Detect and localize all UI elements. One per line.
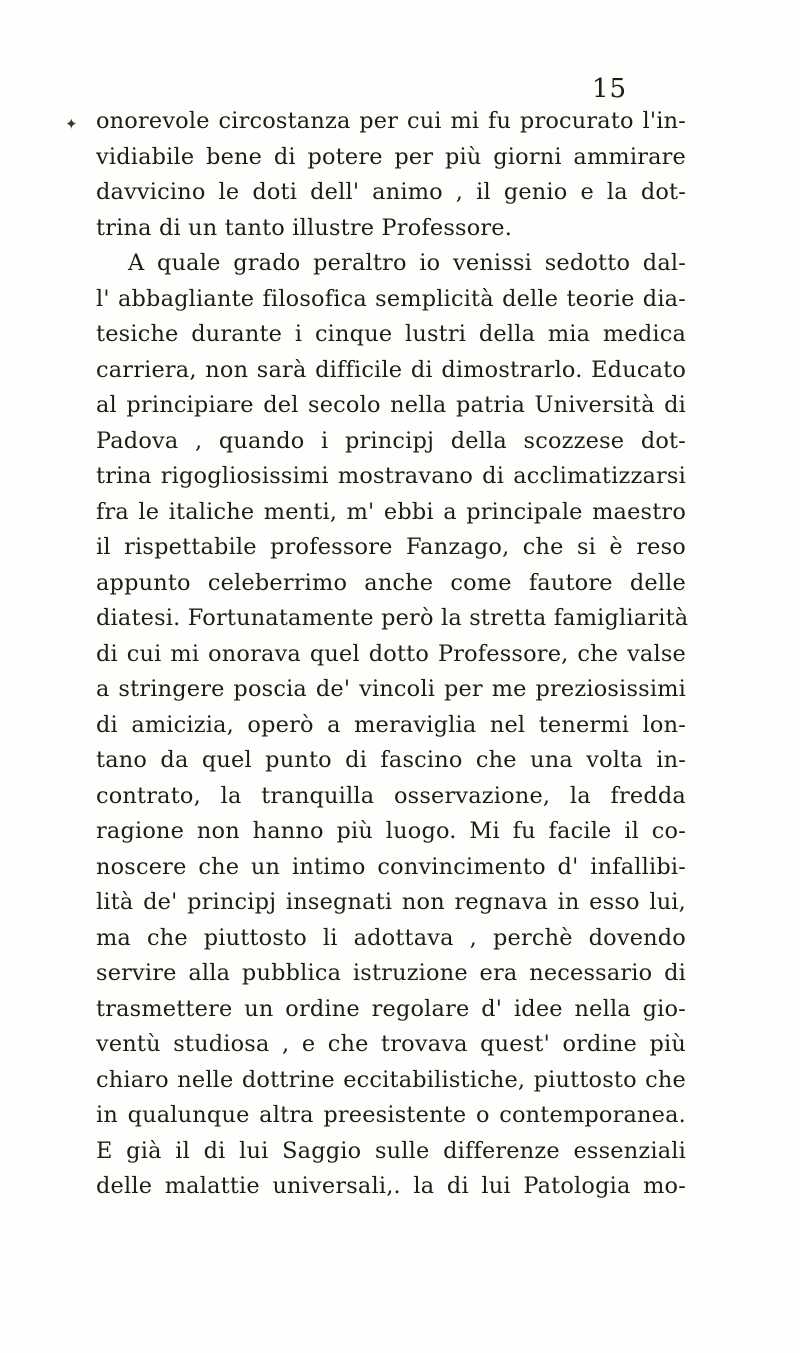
page-number: 15 [592,74,628,104]
text-line: trina rigogliosissimi mostravano di acclimatizzarsi [96,463,686,489]
text-line: appunto celeberrimo anche come fautore delle [96,569,686,596]
text-line: tesiche durante i cinque lustri della mia medica [96,321,686,347]
text-line: lità de' principj insegnati non regnava in esso lui, [96,889,686,915]
text-line: A quale grado peraltro io venissi sedotto dal- [128,250,686,276]
text-line: ma che piuttosto li adottava , perchè dovendo [96,924,686,951]
text-line: di amicizia, operò a meraviglia nel tenermi lon- [96,711,686,738]
text-line: carriera, non sarà difficile di dimostrarlo. Educato [96,356,686,383]
text-line: davvicino le doti dell' animo , il genio e la dot- [96,179,686,205]
text-line: chiaro nelle dottrine eccitabilistiche, piuttosto che [96,1066,686,1093]
text-line: trina di un tanto illustre Professore. [96,214,513,241]
text-line: in qualunque altra preesistente o contemporanea. [96,1102,686,1128]
text-line: E già il di lui Saggio sulle differenze essenziali [96,1137,686,1164]
text-line: diatesi. Fortunatamente però la stretta famigliarità [96,605,689,631]
text-line: servire alla pubblica istruzione era necessario di [96,960,686,986]
text-line: contrato, la tranquilla osservazione, la fredda [96,782,686,809]
text-line: il rispettabile professore Fanzago, che si è reso [96,534,686,560]
text-line: ventù studiosa , e che trovava quest' ordine più [96,1031,686,1057]
text-line: trasmettere un ordine regolare d' idee nella gio- [96,995,686,1022]
text-line: vidiabile bene di potere per più giorni ammirare [96,143,686,170]
text-line: noscere che un intimo convincimento d' infallibi- [96,853,686,880]
text-line: delle malattie universali,. la di lui Patologia mo- [96,1173,686,1199]
text-line: fra le italiche menti, m' ebbi a principale maestro [96,498,686,525]
text-line: onorevole circostanza per cui mi fu procurato l'in- [96,108,686,134]
text-line: ragione non hanno più luogo. Mi fu facile il co- [96,818,686,844]
text-line: al principiare del secolo nella patria Università di [96,392,686,418]
text-line: di cui mi onorava quel dotto Professore, che valse [96,640,686,667]
text-line: Padova , quando i principj della scozzese dot- [96,427,686,454]
text-line: a stringere poscia de' vincoli per me preziosissimi [96,676,686,702]
text-line: tano da quel punto di fascino che una volta in- [96,747,686,773]
body-text [96,104,689,1205]
text-line: l' abbagliante filosofica semplicità delle teorie dia- [96,285,686,312]
printers-mark-icon: ✦ [65,115,78,133]
